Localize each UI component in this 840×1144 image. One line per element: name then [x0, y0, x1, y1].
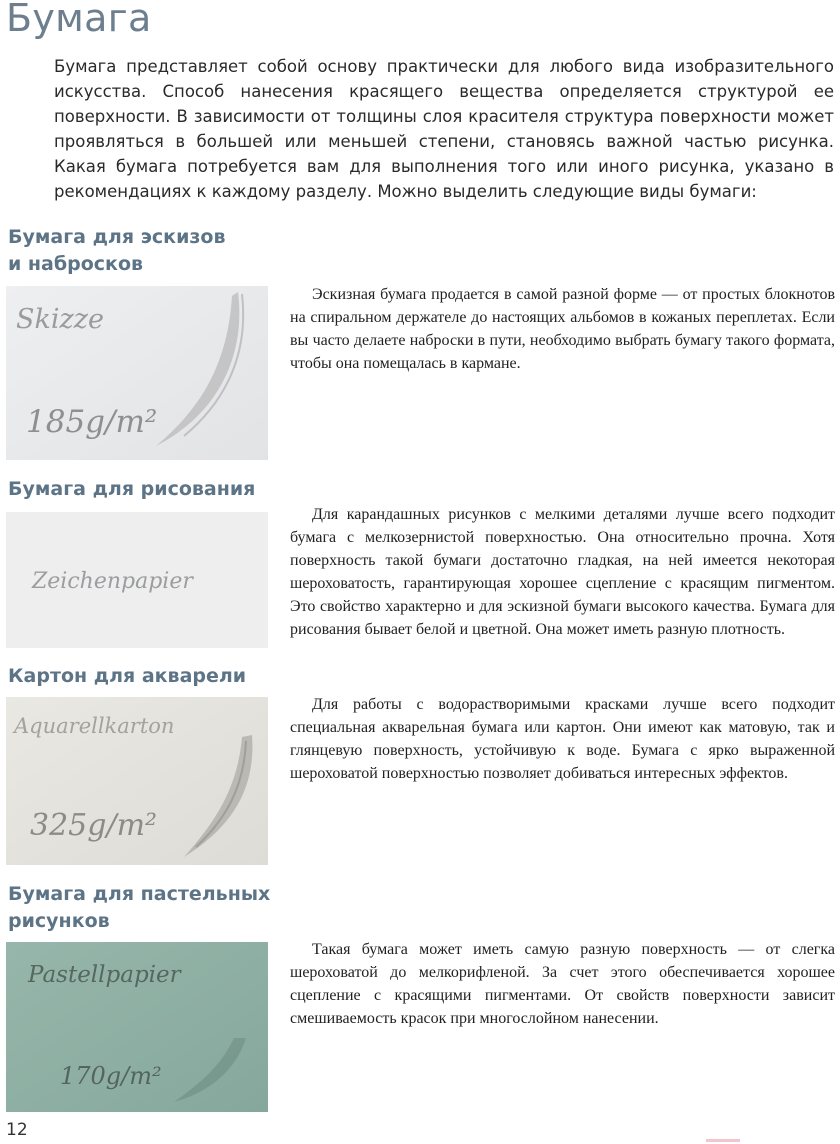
drawing-paper-sample-image — [6, 512, 268, 648]
sample-handwriting-label: Skizze — [16, 304, 104, 335]
section-heading-line: Бумага для эскизов — [8, 226, 226, 248]
section-text-watercolor: Для работы с водорастворимыми красками лучше всего подходит специальная акварельная бумага или картон. Они имеют как матовую, так и глянцевую поверхность, устойчивую к воде. Бумага с ярко выраженной шероховатой поверхностью позволяет добиваться интересных эффектов. — [290, 696, 835, 782]
watercolor-board-sample-image — [6, 697, 268, 865]
section-heading-pastel — [8, 881, 270, 935]
sketch-paper-sample — [6, 286, 268, 460]
sample-handwriting-label: Zeichenpapier — [32, 569, 193, 594]
section-heading-line: Бумага для пастельных — [8, 883, 271, 905]
section-heading-watercolor — [8, 663, 246, 690]
section-heading-drawing — [8, 476, 255, 503]
intro-paragraph: Бумага представляет собой основу практически для любого вида изобразительного искусства. Способ нанесения красящего вещества определяется структурой ее поверхности. В зависимости от толщины слоя красителя структура поверхности может проявляться в большей или меньшей степени, становясь важной частью рисунка. Какая бумага потребуется вам для выполнения того или иного рисунка, указано в рекомендациях к каждому разделу. Можно выделить следующие виды бумаги: — [54, 57, 834, 201]
section-text-pastel: Такая бумага может иметь самую разную поверхность — от слегка шероховатой до мелкорифленой. За счет этого обеспечивается хорошее сцепление с красящими пигментами. От свойств поверхности зависит смешиваемость красок при многослойном нанесении. — [290, 941, 835, 1027]
section-text-drawing: Для карандашных рисунков с мелкими деталями лучше всего подходит бумага с мелкозернистой поверхностью. Она относительно прочна. Хотя поверхность такой бумаги достаточно гладкая, на ней имеется некоторая шероховатость, гарантирующая хорошее сцепление с красящим пигментом. Это свойство характерно и для эскизной бумаги высокого качества. Бумага для рисования бывает белой и цветной. Она может иметь разную плотность. — [290, 506, 835, 638]
drawing-paper-sample — [6, 512, 268, 648]
section-heading-line: Бумага для рисования — [8, 478, 256, 500]
section-text-sketch: Эскизная бумага продается в самой разной форме — от простых блокнотов на спиральном держателе до настоящих альбомов в кожаных переплетах. Если вы часто делаете наброски в пути, необходимо выбрать бумагу такого формата, чтобы она помещалась в кармане. — [290, 286, 835, 372]
section-heading-line: и набросков — [8, 253, 144, 275]
section-heading-line: Картон для акварели — [8, 665, 247, 687]
page-number: 12 — [6, 1120, 28, 1140]
sample-handwriting-weight: 185g/m² — [26, 404, 158, 440]
sample-handwriting-label: Aquarellkarton — [14, 714, 175, 738]
sample-handwriting-weight: 170g/m² — [60, 1062, 162, 1090]
pastel-paper-sample — [6, 942, 268, 1112]
sample-handwriting-weight: 325g/m² — [30, 808, 158, 843]
section-heading-sketch — [8, 224, 226, 278]
section-heading-line: рисунков — [8, 910, 110, 932]
sample-handwriting-label: Pastellpapier — [28, 962, 181, 988]
watercolor-board-sample — [6, 697, 268, 865]
corner-mark — [706, 1139, 740, 1142]
sketch-paper-sample-image — [6, 286, 268, 460]
page-title: Бумага — [6, 0, 152, 40]
pastel-paper-sample-image — [6, 942, 268, 1112]
